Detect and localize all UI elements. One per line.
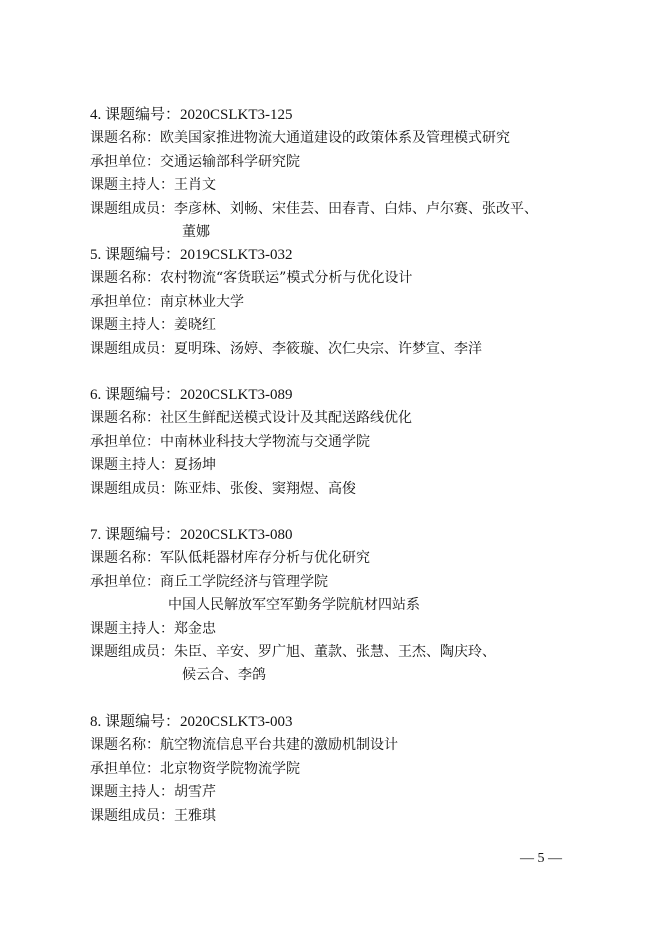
project-number-label: 课题编号：	[105, 527, 181, 543]
project-host-line	[90, 454, 600, 477]
project-entry	[90, 104, 600, 244]
project-name-line	[90, 547, 600, 570]
project-entry	[90, 711, 600, 828]
project-members-line	[90, 805, 600, 828]
project-host-line	[90, 781, 600, 804]
project-host-label: 课题主持人：	[90, 457, 174, 474]
project-host: 姜晓红	[174, 317, 216, 334]
project-number-line	[90, 244, 600, 267]
project-host: 郑金忠	[174, 620, 216, 637]
project-members-continued: 董娜	[182, 223, 210, 240]
project-host: 王肖文	[174, 177, 216, 194]
project-number-label: 课题编号：	[105, 107, 181, 123]
project-name-label: 课题名称：	[90, 130, 160, 147]
project-unit: 中南林业科技大学物流与交通学院	[160, 433, 370, 450]
project-members-label: 课题组成员：	[90, 480, 174, 497]
project-members-line	[90, 478, 600, 501]
project-name: 农村物流“客货联运”模式分析与优化设计	[160, 270, 413, 287]
project-name: 社区生鲜配送模式设计及其配送路线优化	[160, 410, 412, 427]
project-number-line	[90, 711, 600, 734]
project-name-label: 课题名称：	[90, 550, 160, 567]
project-name-label: 课题名称：	[90, 410, 160, 427]
project-members-label: 课题组成员：	[90, 340, 174, 357]
project-unit-line	[90, 758, 600, 781]
project-host: 夏扬坤	[174, 457, 216, 474]
project-unit-label: 承担单位：	[90, 573, 160, 590]
project-number-line	[90, 384, 600, 407]
project-members: 夏明珠、汤婷、李筱璇、次仁央宗、许梦宣、李洋	[174, 340, 482, 357]
project-members-continued: 候云合、李鸽	[182, 667, 266, 684]
project-members-line	[90, 338, 600, 361]
project-host-line	[90, 174, 600, 197]
project-name-line	[90, 267, 600, 290]
project-unit-line	[90, 291, 600, 314]
project-number-label: 课题编号：	[105, 387, 181, 403]
project-host-label: 课题主持人：	[90, 177, 174, 194]
project-entry	[90, 384, 600, 501]
entry-index: 4.	[90, 107, 102, 123]
project-name: 军队低耗器材库存分析与优化研究	[160, 550, 370, 567]
project-host: 胡雪芹	[174, 784, 216, 801]
project-members-label: 课题组成员：	[90, 643, 174, 660]
project-unit: 交通运输部科学研究院	[160, 153, 300, 170]
project-unit-continued: 中国人民解放军空军勤务学院航材四站系	[168, 597, 420, 614]
project-code: 2020CSLKT3-089	[180, 387, 293, 403]
project-number-label: 课题编号：	[105, 247, 181, 263]
project-unit: 南京林业大学	[160, 293, 244, 310]
project-members: 李彦林、刘畅、宋佳芸、田春青、白炜、卢尔赛、张改平、	[174, 200, 538, 217]
project-name: 欧美国家推进物流大通道建设的政策体系及管理模式研究	[160, 130, 510, 147]
project-name-line	[90, 407, 600, 430]
project-unit-line	[90, 571, 600, 594]
project-host-label: 课题主持人：	[90, 317, 174, 334]
project-entry	[90, 524, 600, 688]
project-unit: 北京物资学院物流学院	[160, 760, 300, 777]
project-name-line	[90, 127, 600, 150]
project-host-line	[90, 314, 600, 337]
project-unit-label: 承担单位：	[90, 760, 160, 777]
project-name-line	[90, 734, 600, 757]
project-host-label: 课题主持人：	[90, 784, 174, 801]
page-number: — 5 —	[520, 851, 562, 866]
project-code: 2020CSLKT3-125	[180, 107, 293, 123]
project-number-line	[90, 524, 600, 547]
project-number-label: 课题编号：	[105, 714, 181, 730]
project-code: 2020CSLKT3-003	[180, 714, 293, 730]
project-name-label: 课题名称：	[90, 270, 160, 287]
project-code: 2020CSLKT3-080	[180, 527, 293, 543]
project-unit-label: 承担单位：	[90, 293, 160, 310]
project-unit: 商丘工学院经济与管理学院	[160, 573, 328, 590]
entry-index: 8.	[90, 714, 102, 730]
project-members-label: 课题组成员：	[90, 200, 174, 217]
project-entry	[90, 244, 600, 361]
entry-index: 7.	[90, 527, 102, 543]
project-unit-label: 承担单位：	[90, 153, 160, 170]
project-members: 陈亚炜、张俊、窦翔煜、高俊	[174, 480, 356, 497]
project-unit-line	[90, 151, 600, 174]
project-members-line	[90, 641, 600, 664]
project-unit-label: 承担单位：	[90, 433, 160, 450]
entry-index: 5.	[90, 247, 102, 263]
project-unit-line	[90, 431, 600, 454]
project-members: 王雅琪	[174, 807, 216, 824]
project-host-line	[90, 618, 600, 641]
project-name-label: 课题名称：	[90, 737, 160, 754]
entry-index: 6.	[90, 387, 102, 403]
project-members-line	[90, 198, 600, 221]
project-members: 朱臣、辛安、罗广旭、董款、张慧、王杰、陶庆玲、	[174, 643, 496, 660]
project-name: 航空物流信息平台共建的激励机制设计	[160, 737, 398, 754]
project-number-line	[90, 104, 600, 127]
project-members-label: 课题组成员：	[90, 807, 174, 824]
project-code: 2019CSLKT3-032	[180, 247, 293, 263]
project-host-label: 课题主持人：	[90, 620, 174, 637]
